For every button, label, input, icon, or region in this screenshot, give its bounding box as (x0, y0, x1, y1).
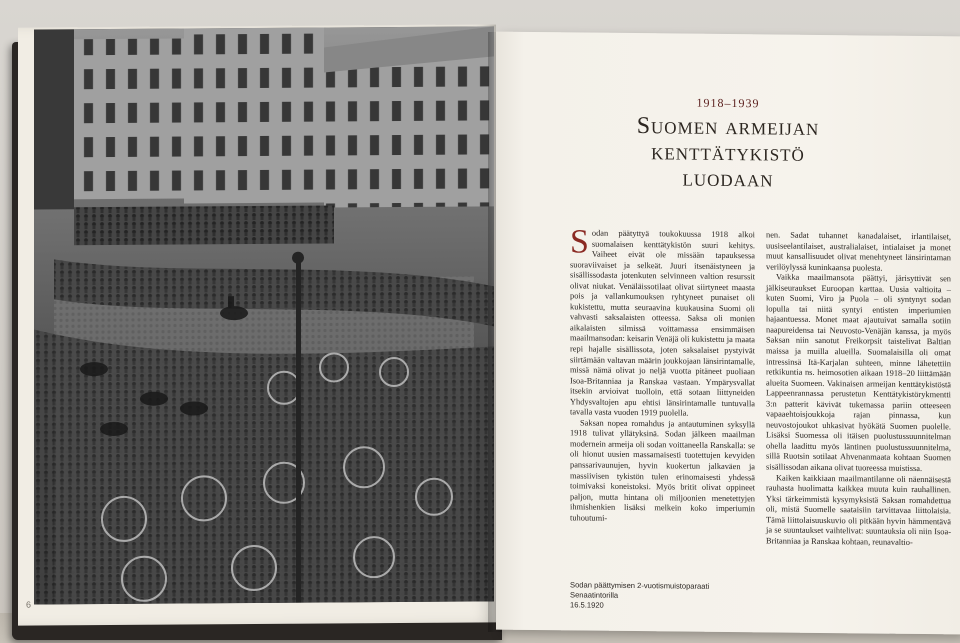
text-column-left (570, 223, 755, 525)
paragraph (570, 223, 755, 420)
left-page (18, 24, 496, 625)
caption-text: Sodan päättymisen 2-vuotismuistoparaati Senaatintorilla (570, 580, 710, 600)
paragraph: Kaiken kaikkiaan maailmantilanne oli näennäisestä rauhasta huolimatta kaikkea muuta kuin rauhallinen. Yksi tärkeimmistä kysymyksistä Saksan romahdettua oli, mistä Suomelle saataisiin tarvittavaa liittolaisia. Tämä liittolaisuuskuvio oli pitkään hyvin hämmentävä ja se suuntaukset vaihtelivat: suuntauksia oli niin Isoa-Britanniaa ja Ranskaa kohtaan, reunavaltio- (766, 473, 951, 547)
paragraph: Vaikka maailmansota päättyi, järisyttivät sen jälkiseuraukset Euroopan karttaa. Uusia valtioita – kuten Suomi, Viro ja Puola – oli syntynyt sodan lopulla tai niitä syntyi entisten imperiumien hajaantuessa. Monet maat ajautuivat samalla sotiin naapureidensa tai Neuvosto-Venäjän kanssa, ja myös Saksan niin sanotut Freikorpsit taistelivat Baltian maissa ja muilla alueilla. Suomalaisilla oli omat intressinsä Itä-Karjalan suhteen, minne lähetettiin retkikuntia ns. heimosotien aikaan 1918–20 liittämään alueita Suomeen. Vakinaisen armeijan kenttätykistöstä Lappeenrannassa perustetun Kenttätykistörykmentti 3:n patterit kävivät tukemassa pariin otteeseen vapaaehtoisjoukkoja rajan pinnassa, kun neuvostojoukot uhkasivat hyökätä Suomen puolelle. Lisäksi Suomessa oli itäisen puolustussuunnitelman ohella laadittu myös läntinen puolustussuunnitelma, sillä Ruotsin sotilaat Ahvenanmaata kohtaan Suomen sisällissodan aikana olivat tuoreessa muistissa. (766, 272, 951, 474)
chapter-title-line-3: luodaan (682, 165, 774, 193)
page-number-left: 6 (26, 599, 32, 610)
parade-photo-icon (34, 26, 494, 604)
open-book (12, 20, 960, 632)
caption-date: 16.5.1920 (570, 600, 604, 610)
chapter-era: 1918–1939 (696, 95, 760, 111)
text-column-right (766, 230, 951, 548)
drop-cap: S (570, 223, 589, 261)
right-page (496, 32, 960, 635)
photo-caption (570, 580, 755, 612)
chapter-title-line-2: kenttätykistö (651, 139, 805, 167)
paragraph: Saksan nopea romahdus ja antautuminen syksyllä 1918 tulivat yllätyksinä. Sodan jälkeen maailman modernein armeija oli sodan voittaneella Ranskalla: se oli hionut uusien massamaisesti tuotettujen kevyiden panssarivaunujen, hyvin kuokertun jalkaväen ja massiivisen tykistön tulen erinomaisesti yhdessä toimivaksi koneistoksi. Myös britit olivat oppineet paljon, mutta hintana oli miljoonien menetettyjen ihmishenkien lisäksi melkein koko imperiumin tuhoutumi- (570, 418, 755, 523)
paragraph: nen. Sadat tuhannet kanadalaiset, irlantilaiset, uusiseelantilaiset, australialaiset, intialaiset ja monet muut kansallisuudet olivat menehtyneet länsirintaman verilöylyssä kuninkaansa puolesta. (766, 230, 951, 273)
chapter-title-line-1: Suomen armeijan (636, 113, 820, 141)
paragraph-text: odan päätyttyä toukokuussa 1918 alkoi suomalaisen kenttätykistön suuri kehitys. Vaiheet eivät ole missään tapauksessa suoraviivaiset ja selkeät. Juuri itsenäistyneen ja sisällissodasta jotenkuten selvinneen valtion resurssit olivat niukat. Venäläissotilaat olivat siirtyneet maasta pois ja vallankumouksen ryhtyneet punaiset oli kukistettu, mutta seuraavina kuukausina Suomi oli vahvasti saksalaisten otteessa. Saksa oli monien aikalaisten silmissä voittamassa ensimmäisen maailmansodan: keisarin Venäjä oli kukistettu ja maata repi hajalle sisällissota, joten saksalaiset pystyivät siirtämään valtavan määrin joukkojaan länsirintamalle, missä nämä olivat jo neljä vuotta pitäneet puoliaan Isoa-Britanniaa ja Ranskaa vastaan. Ympärysvallat itsekin arvioivat tuolloin, että sotaan liittyneiden Yhdysvaltojen apu ehtisi länsirintamalle tuntuvalla tavalla vasta vuoden 1919 puolella. (570, 228, 755, 418)
chapter-title (496, 112, 960, 195)
